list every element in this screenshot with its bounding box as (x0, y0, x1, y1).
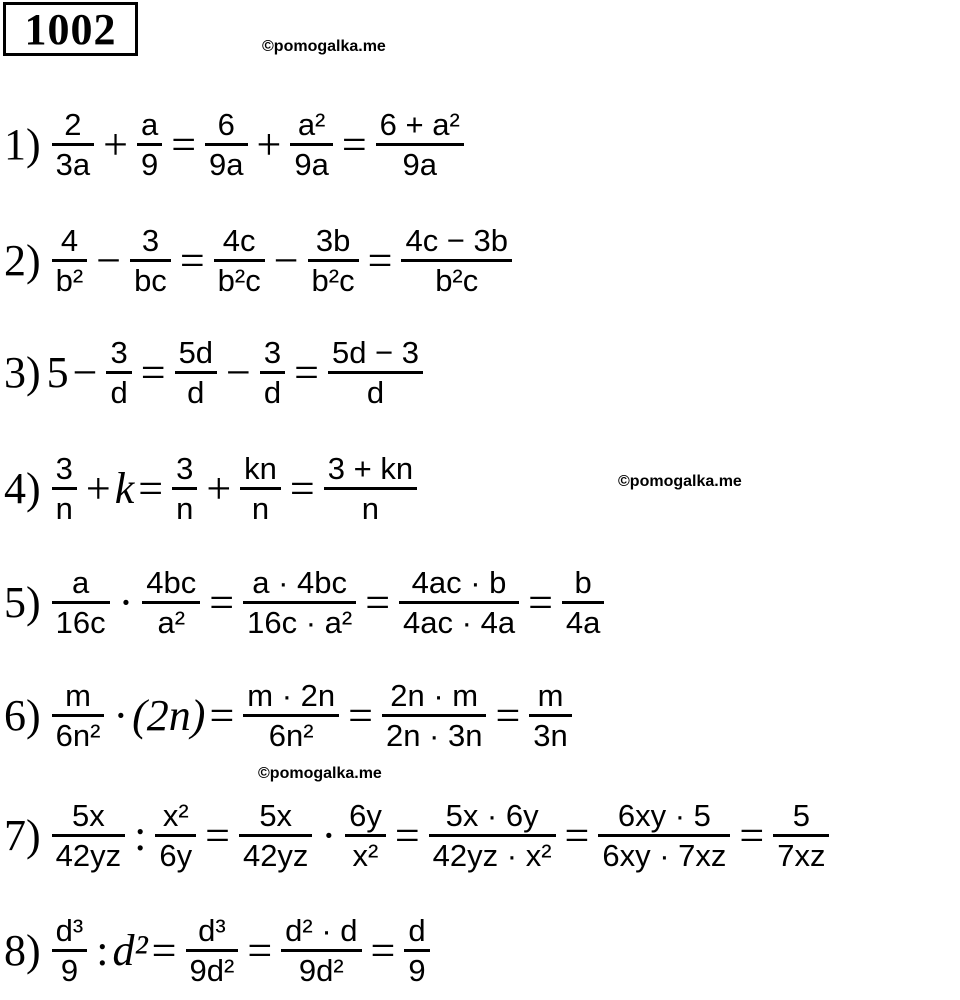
operator: = (140, 347, 166, 397)
denominator: 9 (140, 146, 159, 182)
fraction (260, 334, 285, 411)
fraction (529, 677, 571, 754)
numerator: 3 (110, 334, 128, 370)
watermark-bottom: ©pomogalka.me (258, 765, 382, 782)
fraction (130, 222, 171, 299)
fraction (52, 564, 110, 641)
operator: = (739, 810, 765, 860)
numerator: m · 2n (247, 677, 336, 713)
fraction (240, 450, 281, 527)
problem-number: 1002 (3, 2, 138, 56)
fraction (328, 334, 423, 411)
numerator: 3 (141, 222, 160, 258)
fraction (382, 677, 487, 754)
equation-row-6 (0, 665, 577, 765)
operator: : (134, 810, 147, 860)
operator: = (528, 577, 553, 627)
operator: = (179, 235, 205, 285)
denominator: bc (134, 262, 167, 298)
operator: · (113, 690, 129, 740)
watermark-top: ©pomogalka.me (262, 38, 386, 55)
fraction (598, 797, 730, 874)
fraction (155, 797, 196, 874)
fraction (52, 222, 88, 299)
numerator: 5 (792, 797, 810, 833)
numerator: 6y (349, 797, 382, 833)
denominator: 9d² (298, 952, 344, 988)
denominator: 6xy · 7xz (602, 837, 727, 873)
fraction (239, 797, 312, 874)
fraction (324, 450, 417, 527)
equation-row-2 (0, 210, 517, 310)
numerator: 6xy · 5 (617, 797, 711, 833)
denominator: b² (55, 262, 84, 298)
numerator: m (65, 677, 91, 713)
denominator: 16c · a² (247, 604, 353, 640)
row-label: 8) (4, 925, 41, 975)
operator: = (205, 810, 230, 860)
operator: = (171, 119, 197, 169)
fraction (399, 564, 519, 641)
denominator: 6n² (55, 717, 101, 753)
operator: = (495, 690, 521, 740)
numerator: 6 (217, 106, 235, 142)
fraction (243, 677, 339, 754)
denominator: n (361, 490, 380, 526)
fraction (308, 222, 359, 299)
fraction (137, 106, 162, 183)
denominator: 9d² (189, 952, 235, 988)
operator: · (118, 577, 134, 627)
denominator: 7xz (777, 837, 826, 873)
operator: − (72, 347, 98, 397)
numerator: 5d − 3 (331, 334, 420, 370)
denominator: 4ac · 4a (403, 604, 516, 640)
denominator: 16c (55, 604, 106, 640)
numerator: d² · d (285, 912, 358, 948)
numerator: m (537, 677, 564, 713)
fraction (401, 222, 512, 299)
operator: = (341, 119, 367, 169)
denominator: 9 (408, 952, 426, 988)
denominator: b²c (435, 262, 479, 298)
fraction (404, 912, 429, 989)
fraction (376, 106, 464, 183)
fraction (52, 912, 88, 989)
denominator: 9a (209, 146, 244, 182)
operator: = (348, 690, 373, 740)
operator: = (365, 577, 391, 627)
watermark-middle: ©pomogalka.me (618, 473, 742, 490)
term: (2n) (132, 690, 206, 740)
equation-row-1 (0, 94, 469, 194)
numerator: a (140, 106, 159, 142)
operator: + (103, 119, 128, 169)
row-label: 6) (4, 690, 41, 740)
row-label: 3) (4, 347, 41, 397)
denominator: n (251, 490, 270, 526)
fraction (429, 797, 556, 874)
operator: · (321, 810, 337, 860)
row-label: 7) (4, 810, 41, 860)
numerator: 4 (60, 222, 79, 258)
operator: = (209, 690, 235, 740)
numerator: kn (244, 450, 277, 486)
numerator: 2 (64, 106, 82, 142)
fraction (186, 912, 239, 989)
numerator: 3b (315, 222, 351, 258)
numerator: d³ (55, 912, 84, 948)
numerator: b (574, 564, 592, 600)
denominator: 6n² (268, 717, 314, 753)
fraction (106, 334, 131, 411)
equation-row-5 (0, 552, 609, 652)
denominator: 2n · 3n (385, 717, 483, 753)
numerator: 3 (176, 450, 194, 486)
operator: − (273, 235, 299, 285)
fraction (142, 564, 200, 641)
fraction (773, 797, 829, 874)
operator: − (96, 235, 122, 285)
fraction (52, 106, 94, 183)
numerator: 5x (72, 797, 105, 833)
row-label: 2) (4, 235, 41, 285)
term: d² (112, 925, 148, 975)
denominator: 42yz (242, 837, 309, 873)
numerator: 6 + a² (379, 106, 460, 142)
denominator: 42yz · x² (432, 837, 552, 873)
numerator: 5d (178, 334, 214, 370)
operator: = (247, 925, 273, 975)
denominator: x² (352, 837, 379, 873)
fraction (243, 564, 356, 641)
denominator: a² (157, 604, 186, 640)
operator: + (256, 119, 282, 169)
denominator: b²c (217, 262, 261, 298)
fraction (172, 450, 197, 527)
numerator: a · 4bc (252, 564, 348, 600)
numerator: 2n · m (390, 677, 479, 713)
denominator: 9a (402, 146, 437, 182)
fraction (345, 797, 386, 874)
numerator: 4c − 3b (405, 222, 509, 258)
fraction (214, 222, 265, 299)
fraction (52, 677, 105, 754)
row-label: 5) (4, 577, 41, 627)
fraction (290, 106, 332, 183)
denominator: 3n (533, 717, 568, 753)
row-label: 4) (4, 463, 41, 513)
equation-row-7 (0, 785, 834, 885)
operator: = (209, 577, 235, 627)
operator: = (367, 235, 393, 285)
operator: − (226, 347, 251, 397)
numerator: 3 + kn (327, 450, 414, 486)
denominator: d (366, 374, 385, 410)
denominator: d (263, 374, 282, 410)
numerator: a (72, 564, 90, 600)
denominator: d (187, 374, 205, 410)
operator: + (206, 463, 232, 513)
operator: = (289, 463, 315, 513)
denominator: 42yz (55, 837, 122, 873)
numerator: 5x (259, 797, 293, 833)
operator: : (96, 925, 109, 975)
denominator: 9a (294, 146, 329, 182)
denominator: n (55, 490, 73, 526)
fraction (205, 106, 247, 183)
fraction (562, 564, 604, 641)
numerator: 4bc (146, 564, 197, 600)
equation-row-4 (0, 438, 422, 538)
denominator: 9 (60, 952, 79, 988)
numerator: 4ac · b (411, 564, 507, 600)
operator: + (85, 463, 111, 513)
operator: = (564, 810, 590, 860)
operator: = (370, 925, 396, 975)
row-label: 1) (4, 119, 41, 169)
operator: = (394, 810, 420, 860)
denominator: b²c (311, 262, 355, 298)
operator: = (294, 347, 319, 397)
numerator: 3 (55, 450, 73, 486)
equation-row-8 (0, 900, 435, 1000)
term: k (114, 463, 135, 513)
term: 5 (46, 347, 69, 397)
numerator: a² (297, 106, 326, 142)
denominator: 6y (159, 837, 193, 873)
numerator: 5x · 6y (445, 797, 539, 833)
fraction (281, 912, 361, 989)
fraction (175, 334, 217, 411)
denominator: d (110, 374, 128, 410)
numerator: d³ (198, 912, 226, 948)
numerator: 3 (263, 334, 282, 370)
denominator: n (176, 490, 194, 526)
numerator: 4c (222, 222, 256, 258)
denominator: 4a (565, 604, 601, 640)
equation-row-3 (0, 322, 428, 422)
operator: = (151, 925, 177, 975)
numerator: d (408, 912, 426, 948)
fraction (52, 450, 77, 527)
operator: = (138, 463, 164, 513)
fraction (52, 797, 125, 874)
numerator: x² (162, 797, 189, 833)
denominator: 3a (55, 146, 91, 182)
